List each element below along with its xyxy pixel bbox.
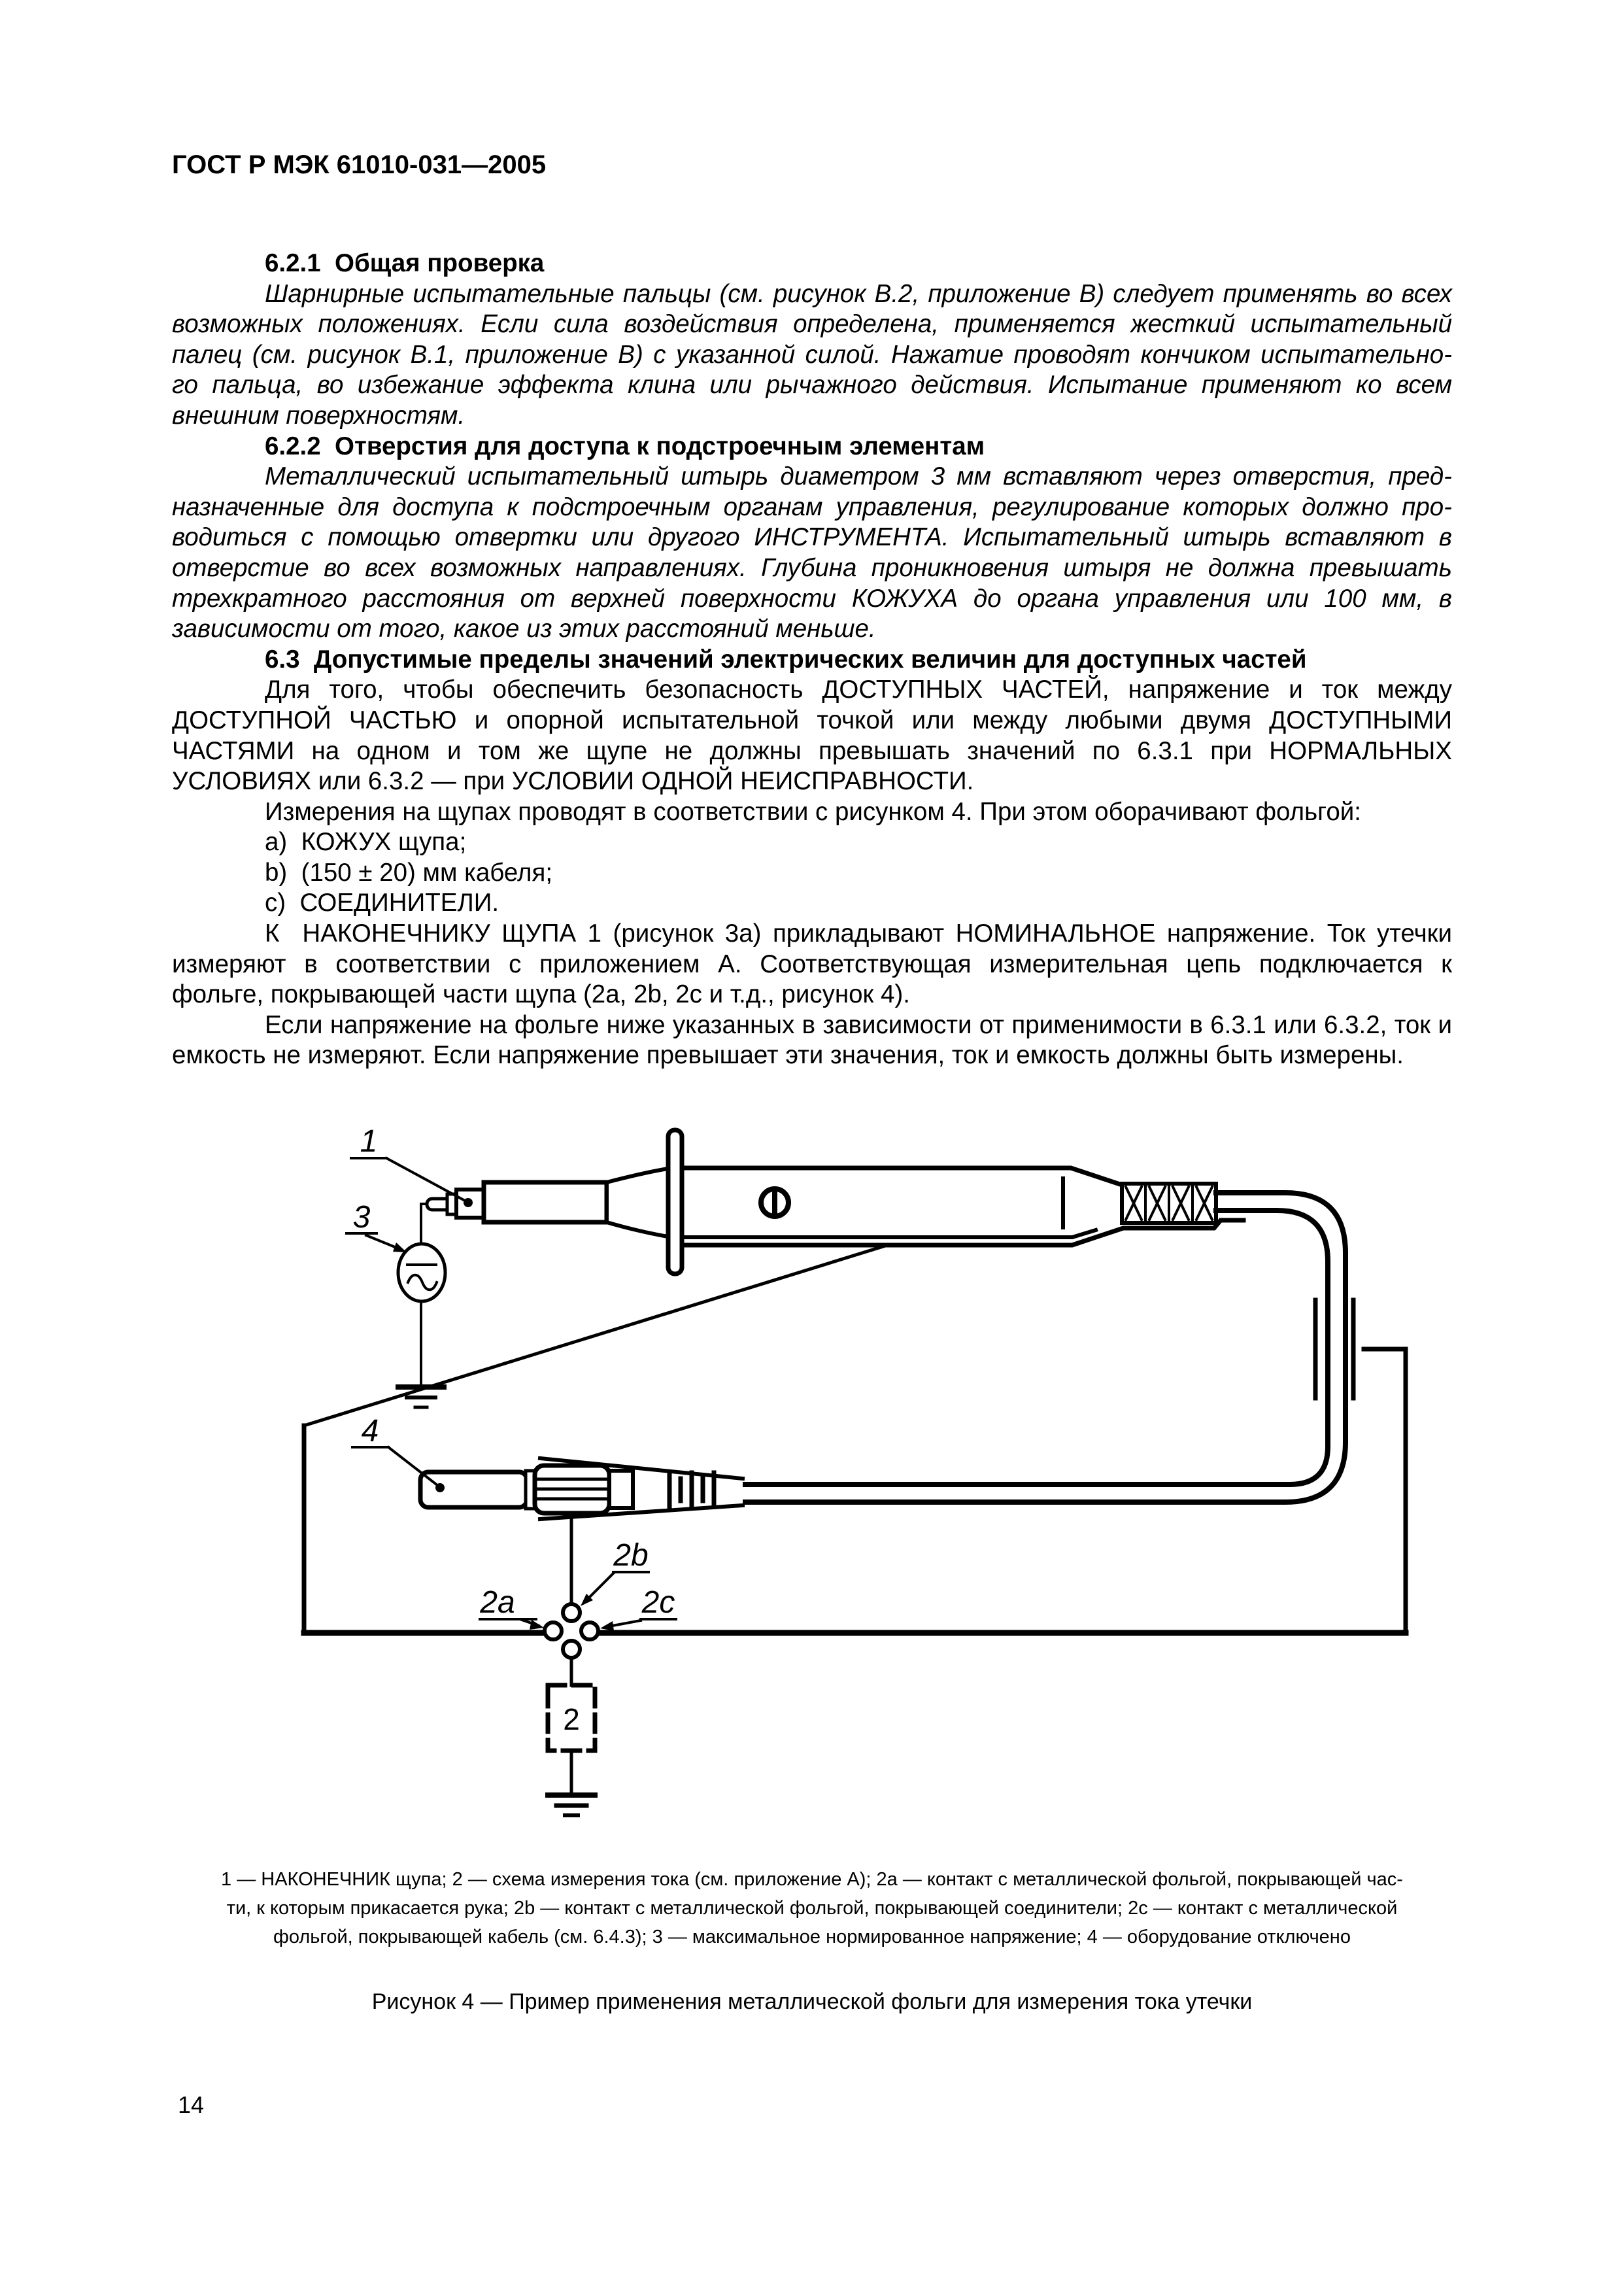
label-4: 4 [361,1414,379,1448]
text-line: Шарнирные испытательные пальцы (см. рисунок В.2, приложение В) следует применять во всех [265,279,1452,308]
probe-barrier-disc [668,1130,682,1274]
text-line: отверстие во всех возможных направлениях. Глубина проникновения штыря не должна превышать [172,553,1452,582]
text-line: К НАКОНЕЧНИКУ ЩУПА 1 (рисунок 3а) прикладывают НОМИНАЛЬНОЕ напряжение. Ток утечки [265,919,1452,948]
section-heading: 6.3 Допустимые пределы значений электрических величин для доступных частей [265,645,1307,674]
text-line: внешним поверхностям. [172,401,465,430]
callout-4 [352,1414,445,1492]
equipment-outline [304,1246,1406,1633]
figure-title: Рисунок 4 — Пример применения металлической фольги для измерения тока утечки [371,1989,1253,2014]
callout-2b [581,1538,649,1606]
measuring-circuit [545,1517,598,1815]
caption-line: фольгой, покрывающей кабель (см. 6.4.3); 3 — максимальное нормированное напряжение; 4 — оборудование отключено [273,1927,1351,1947]
caption-line: 1 — НАКОНЕЧНИК щупа; 2 — схема измерения тока (см. приложение А); 2а — контакт с металлической фольгой, покрывающей час- [221,1869,1403,1890]
connector [420,1458,743,1519]
label-2b: 2b [613,1538,649,1573]
text-line: Измерения на щупах проводят в соответствии с рисунком 4. При этом оборачивают фольгой: [265,797,1361,826]
label-3: 3 [352,1200,371,1235]
contact-common [563,1641,580,1658]
callout-1 [351,1124,473,1207]
leakage-current-diagram [275,1105,1569,1844]
caption-line: ти, к которым прикасается рука; 2b — контакт с металлической фольгой, покрывающей соединители; 2с — контакт с металлической [226,1898,1398,1919]
callout-2c [600,1585,676,1631]
probe-neck [484,1182,607,1222]
figure-4 [275,1105,1569,1844]
text-line: го пальца, во избежание эффекта клина или рычажного действия. Испытание применяют ко всем [172,371,1452,400]
text-line: Для того, чтобы обеспечить безопасность ДОСТУПНЫХ ЧАСТЕЙ, напряжение и ток между [265,676,1452,704]
list-item: c) СОЕДИНИТЕЛИ. [265,889,499,917]
label-2a: 2a [480,1585,515,1620]
label-2: 2 [563,1702,580,1736]
probe-strain-relief [1122,1184,1216,1223]
document-number: ГОСТ Р МЭК 61010-031—2005 [172,150,547,179]
figure-caption [85,1865,1539,1951]
text-line: трехкратного расстояния от верхней поверхности КОЖУХА до органа управления или 100 мм, в [172,584,1452,613]
text-line: ДОСТУПНОЙ ЧАСТЬЮ и опорной испытательной точкой или между любыми двумя ДОСТУПНЫМИ [172,706,1452,734]
section-heading: 6.2.1 Общая проверка [265,249,545,277]
callout-2a [479,1585,544,1630]
contact-2b [563,1604,580,1621]
text-line: возможных положениях. Если сила воздействия определена, применяется жесткий испытательный [172,310,1452,339]
text-line: Металлический испытательный штырь диаметром 3 мм вставляют через отверстия, пред- [265,462,1452,491]
callout-3 [347,1200,407,1252]
contact-2c [581,1622,598,1639]
text-line: измеряют в соответствии с приложением А. Соответствующая измерительная цепь подключается к [172,950,1452,978]
text-line: палец (см. рисунок В.1, приложение В) с указанной силой. Нажатие проводят кончиком испытательно- [172,340,1452,369]
text-line: ЧАСТЯМИ на одном и том же щупе не должны превышать значений по 6.3.1 при НОРМАЛЬНЫХ [172,736,1452,765]
body-text [172,248,1452,1071]
text-line: УСЛОВИЯХ или 6.3.2 — при УСЛОВИИ ОДНОЙ НЕИСПРАВНОСТИ. [172,767,974,796]
text-line: фольге, покрывающей части щупа (2а, 2b, 2с и т.д., рисунок 4). [172,980,910,1009]
connector-strain-relief [669,1473,714,1507]
label-2c: 2c [641,1585,675,1620]
section-heading: 6.2.2 Отверстия для доступа к подстроечным элементам [265,432,985,460]
text-line: Если напряжение на фольге ниже указанных в зависимости от применимости в 6.3.1 или 6.3.2, ток и [265,1010,1452,1039]
contact-2a [545,1622,562,1639]
label-1: 1 [360,1124,378,1159]
ground-symbol-circuit [548,1795,595,1815]
text-line: водиться с помощью отвертки или другого ИНСТРУМЕНТА. Испытательный штырь вставляют в [172,523,1452,552]
text-line: зависимости от того, какое из этих расстояний меньше. [172,615,876,643]
list-item: a) КОЖУХ щупа; [265,828,467,857]
page-number: 14 [178,2091,205,2118]
probe [421,1130,1243,1274]
handle-screw-mark [761,1189,788,1216]
list-item: b) (150 ± 20) мм кабеля; [265,858,553,887]
text-line: назначенные для доступа к подстроечным органам управления, регулирование которых должно про- [172,492,1452,521]
text-line: емкость не измеряют. Если напряжение превышает эти значения, ток и емкость должны быть измерены. [172,1041,1404,1070]
